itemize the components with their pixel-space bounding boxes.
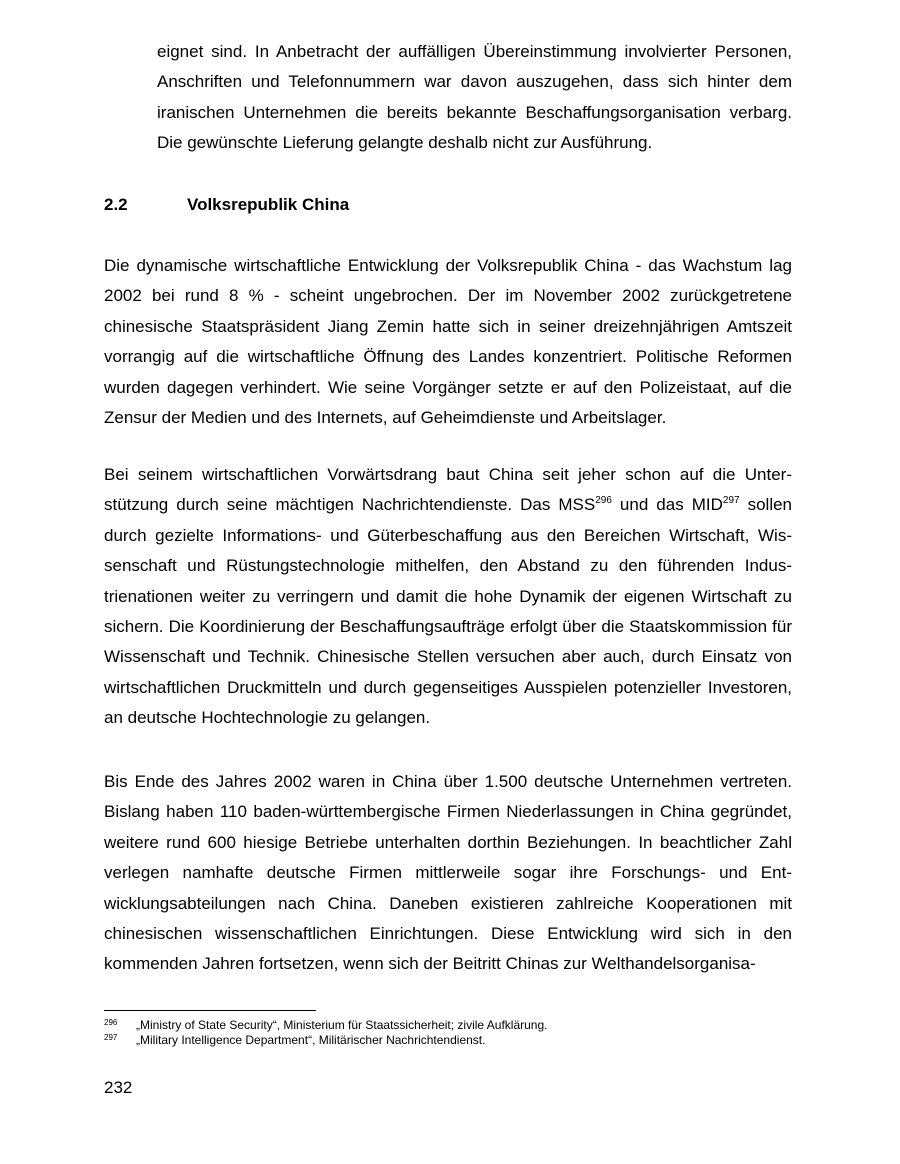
footnote-297 — [104, 1033, 804, 1048]
paragraph-companies: Bis Ende des Jahres 2002 waren in China über 1.500 deutsche Unternehmen vertreten. Bislang haben 110 baden-württembergische Firmen Niederlassungen in China gegründet, weitere rund 600 hiesige Betriebe unterhalten dorthin Beziehungen. In beachtlicher Zahl verlegen namhafte deutsche Firmen mittlerweile sogar ihre Forschungs- und Entwicklungsabteilungen nach China. Daneben existieren zahlreiche Kooperationen mit chinesischen wissenschaftlichen Einrichtungen. Diese Entwicklung wird sich in den kommenden Jahren fortsetzen, wenn sich der Beitritt Chinas zur Welthandelsorganisa- — [104, 772, 792, 974]
paragraph-intelligence-text-3: sollen durch gezielte Informations- und Güterbeschaffung aus den Bereichen Wirtschaft, Wissenschaft und Rüstungstechnologie mithelfen, den Abstand zu den führenden Industrienationen weiter zu verringern und damit die hohe Dynamik der eigenen Wirtschaft zu sichern. Die Koordinierung der Beschaffungsaufträge erfolgt über die Staatskommission für Wissenschaft und Technik. Chinesische Stellen versuchen aber auch, durch Einsatz von wirtschaftlichen Druckmitteln und durch gegenseitiges Ausspielen potenzieller Investoren, an deutsche Hochtechnologie zu gelangen. — [104, 495, 793, 728]
footnote-ref-296[interactable]: 296 — [595, 495, 612, 507]
section-heading — [104, 190, 349, 220]
footnote-text: „Military Intelligence Department“, Militärischer Nachrichtendienst. — [136, 1033, 486, 1047]
paragraph-intelligence-text-2: und das MID — [611, 495, 723, 515]
footnote-number: 297 — [104, 1033, 118, 1042]
paragraph-economy: Die dynamische wirtschaftliche Entwicklung der Volksrepublik China - das Wachstum lag 2002 bei rund 8 % - scheint ungebrochen. Der im November 2002 zurückgetretene chinesische Staatspräsident Jiang Zemin hatte sich in seiner dreizehnjährigen Amtszeit vorrangig auf die wirtschaftliche Öffnung des Landes konzentriert. Politische Reformen wurden dagegen verhindert. Wie seine Vorgänger setzte er auf den Polizeistaat, auf die Zensur der Medien und des Internets, auf Geheimdienste und Arbeitslager. — [104, 256, 792, 428]
section-title: Volksrepublik China — [187, 195, 350, 214]
footnote-separator — [104, 1010, 316, 1011]
paragraph-intelligence — [104, 460, 792, 734]
footnote-text: „Ministry of State Security“, Ministerium für Staatssicherheit; zivile Aufklärung. — [136, 1018, 548, 1032]
continuation-paragraph: eignet sind. In Anbetracht der auffälligen Übereinstimmung involvierter Personen, Anschriften und Telefonnummern war davon auszugehen, dass sich hinter dem iranischen Unternehmen die bereits bekannte Beschaffungsorganisation verbarg. Die gewünschte Lieferung gelangte deshalb nicht zur Ausführung. — [157, 42, 792, 153]
page-number: 232 — [104, 1078, 133, 1097]
footnote-number: 296 — [104, 1018, 118, 1027]
paragraph-intelligence-text-1: Bei seinem wirtschaftlichen Vorwärtsdrang baut China seit jeher schon auf die Unterstützung durch seine mächtigen Nachrichtendienste. Das MSS — [104, 465, 792, 515]
section-number: 2.2 — [104, 195, 128, 214]
footnote-ref-297[interactable]: 297 — [722, 495, 740, 507]
footnote-296 — [104, 1018, 804, 1033]
footnotes — [104, 1018, 804, 1048]
